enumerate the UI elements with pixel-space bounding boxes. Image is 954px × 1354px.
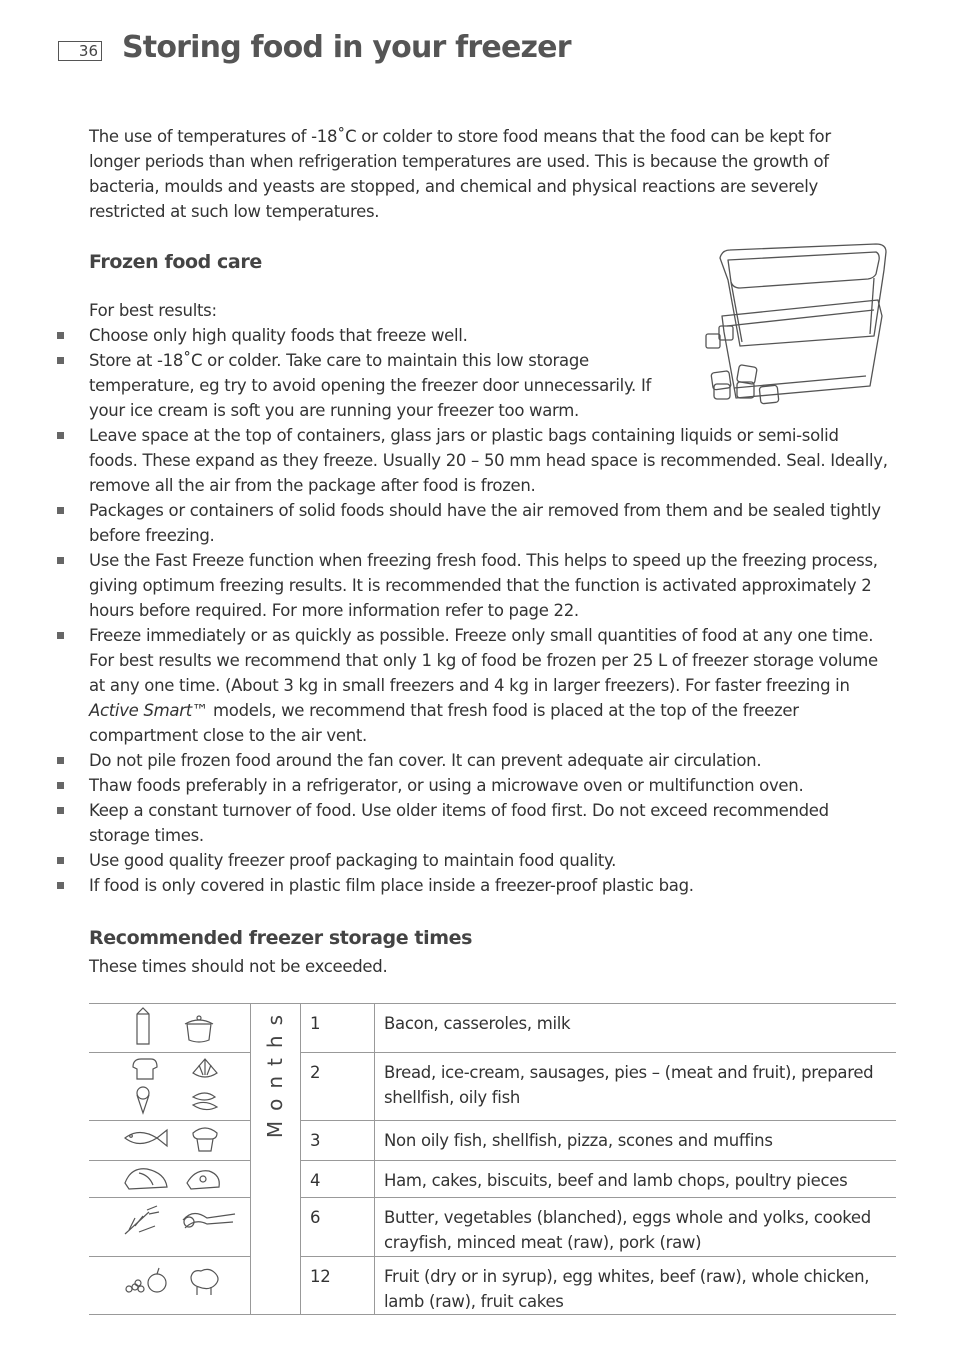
- foods-list: Non oily fish, shellfish, pizza, scones and muffins: [375, 1121, 897, 1161]
- bullet-square-icon: [57, 507, 64, 514]
- intro-paragraph: The use of temperatures of -18˚C or colder to store food means that the food can be kept for longer periods than when refrigeration temperatures are used. This is because the growth of bacteria, moulds and yeasts are stopped, and chemical and physical reactions are severely restricted at such low temperatures.: [89, 127, 831, 221]
- months-axis-cell: [251, 1004, 301, 1315]
- bullet-square-icon: [57, 807, 64, 814]
- bullet-square-icon: [57, 557, 64, 564]
- chops-icon: [187, 1171, 219, 1189]
- bullet-square-icon: [57, 882, 64, 889]
- bullet-square-icon: [57, 332, 64, 339]
- sausages-icon: [193, 1093, 217, 1110]
- storage-times-subtitle: These times should not be exceeded.: [89, 957, 388, 976]
- table-row: [89, 1198, 896, 1257]
- foods-list: Bread, ice-cream, sausages, pies – (meat and fruit), prepared shellfish, oily fish: [375, 1053, 897, 1121]
- bullet-square-icon: [57, 757, 64, 764]
- list-item: Packages or containers of solid foods should have the air removed from them and be sealed tightly before freezing.: [0, 498, 954, 548]
- food-icons-cell: [89, 1257, 251, 1315]
- months-label: Months: [263, 1005, 287, 1139]
- list-item: Freeze immediately or as quickly as possible. Freeze only small quantities of food at any one time. For best results we recommend that only 1 kg of food be frozen per 25 L of freezer storage volume at any one time. (About 3 kg in small freezers and 4 kg in larger freezers). For faster freezing in Active Smart™ models, we recommend that fresh food is placed at the top of the freezer compartment close to the air vent.: [0, 623, 954, 748]
- list-item: If food is only covered in plastic film place inside a freezer-proof plastic bag.: [0, 873, 954, 898]
- list-item: Store at -18˚C or colder. Take care to maintain this low storage temperature, eg try to avoid opening the freezer door unnecessarily. If your ice cream is soft you are running your freezer too warm.: [0, 348, 954, 423]
- table-row: [89, 1161, 896, 1198]
- list-item: Use the Fast Freeze function when freezing fresh food. This helps to speed up the freezing process, giving optimum freezing results. It is recommended that the function is activated approximately 2 hours before required. For more information refer to page 22.: [0, 548, 954, 623]
- page-number: 36: [58, 41, 102, 61]
- months-value: 4: [301, 1161, 375, 1198]
- muffin-icon: [193, 1128, 217, 1151]
- bullet-square-icon: [57, 857, 64, 864]
- active-smart-brand: Active Smart: [89, 701, 192, 720]
- storage-times-table: [89, 1003, 896, 1315]
- bullet-square-icon: [57, 357, 64, 364]
- milk-carton-icon: [137, 1008, 149, 1044]
- ice-cream-icon: [137, 1087, 149, 1113]
- foods-list: Bacon, casseroles, milk: [375, 1004, 897, 1053]
- list-item: Use good quality freezer proof packaging to maintain food quality.: [0, 848, 954, 873]
- list-item: Choose only high quality foods that freeze well.: [0, 323, 954, 348]
- frozen-food-care-heading: Frozen food care: [89, 251, 262, 273]
- table-row: [89, 1053, 896, 1121]
- food-icons-cell: [89, 1121, 251, 1161]
- food-icons-cell: [89, 1198, 251, 1257]
- list-item: Thaw foods preferably in a refrigerator, or using a microwave oven or multifunction oven.: [0, 773, 954, 798]
- foods-list: Ham, cakes, biscuits, beef and lamb chops, poultry pieces: [375, 1161, 897, 1198]
- fruit-icon: [126, 1268, 166, 1292]
- for-best-results: For best results:: [89, 301, 217, 320]
- food-icons-cell: [89, 1053, 251, 1121]
- shellfish-icon: [193, 1059, 217, 1077]
- months-value: 6: [301, 1198, 375, 1257]
- storage-times-heading: Recommended freezer storage times: [89, 927, 473, 949]
- table-row: [89, 1257, 896, 1315]
- months-value: 1: [301, 1004, 375, 1053]
- bullet-square-icon: [57, 432, 64, 439]
- bullet-square-icon: [57, 632, 64, 639]
- fish-icon: [125, 1130, 167, 1146]
- food-icons-cell: [89, 1161, 251, 1198]
- bullet-square-icon: [57, 782, 64, 789]
- foods-list: Butter, vegetables (blanched), eggs whole and yolks, cooked crayfish, minced meat (raw), pork (raw): [375, 1198, 897, 1257]
- months-value: 2: [301, 1053, 375, 1121]
- list-item: Do not pile frozen food around the fan cover. It can prevent adequate air circulation.: [0, 748, 954, 773]
- vegetables-icon: [125, 1206, 159, 1234]
- casserole-pot-icon: [185, 1016, 213, 1042]
- table-row: [89, 1004, 896, 1053]
- bread-icon: [133, 1059, 157, 1079]
- lamb-icon: [191, 1269, 218, 1295]
- crayfish-icon: [183, 1213, 235, 1228]
- foods-list: Fruit (dry or in syrup), egg whites, beef (raw), whole chicken, lamb (raw), fruit cakes: [375, 1257, 897, 1315]
- months-value: 12: [301, 1257, 375, 1315]
- ham-icon: [125, 1169, 167, 1189]
- months-value: 3: [301, 1121, 375, 1161]
- list-item: Leave space at the top of containers, glass jars or plastic bags containing liquids or semi-solid foods. These expand as they freeze. Usually 20 – 50 mm head space is recommended. Seal. Ideally, remove all the air from the package after food is frozen.: [0, 423, 954, 498]
- food-icons-cell: [89, 1004, 251, 1053]
- table-row: [89, 1121, 896, 1161]
- frozen-food-care-list: [0, 323, 954, 898]
- list-item: Keep a constant turnover of food. Use older items of food first. Do not exceed recommended storage times.: [0, 798, 954, 848]
- page-title: Storing food in your freezer: [122, 30, 571, 65]
